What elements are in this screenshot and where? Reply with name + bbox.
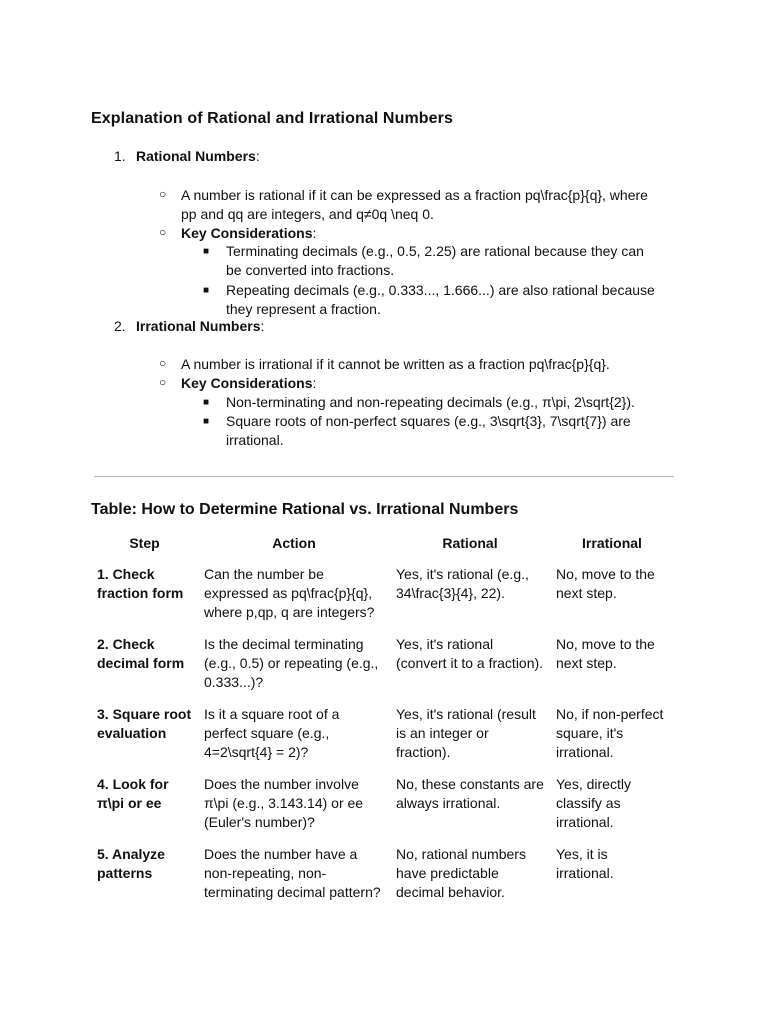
- circle-bullet-icon: ○: [159, 356, 167, 370]
- rational-sub-terminating: [203, 242, 663, 280]
- cell-irrational: No, move to the next step.: [556, 566, 655, 601]
- cell-action: Is the decimal terminating (e.g., 0.5) or repeating (e.g., 0.333...)?: [204, 636, 379, 690]
- rational-sub-repeating: [203, 281, 663, 319]
- list-number: 2.: [114, 318, 126, 334]
- sub-item-text: Non-terminating and non-repeating decimals (e.g., π\pi, 2\sqrt{2}).: [226, 394, 635, 410]
- header-rational: Rational: [442, 535, 498, 551]
- table-row: [91, 775, 674, 845]
- cell-action: Can the number be expressed as pq\frac{p}{q}, where p,qp, q are integers?: [204, 566, 375, 620]
- irrational-sub-nonrepeating: [203, 393, 663, 412]
- cell-step: 1. Check fraction form: [97, 566, 184, 601]
- table-row: [91, 565, 674, 635]
- sub-item-text: Repeating decimals (e.g., 0.333..., 1.666...) are also rational because they represent a fraction.: [226, 282, 655, 317]
- rational-definition-text: A number is rational if it can be expressed as a fraction pq\frac{p}{q}, where pp and qq are integers, and q≠0q \neq 0.: [181, 187, 648, 222]
- sub-item-text: Square roots of non-perfect squares (e.g., 3\sqrt{3}, 7\sqrt{7}) are irrational.: [226, 413, 631, 448]
- page-title: Explanation of Rational and Irrational Numbers: [91, 110, 453, 127]
- cell-action: Is it a square root of a perfect square (e.g., 4=2\sqrt{4} = 2)?: [204, 706, 340, 760]
- header-irrational: Irrational: [582, 535, 642, 551]
- sub-item-text: Terminating decimals (e.g., 0.5, 2.25) are rational because they can be converted into fractions.: [226, 243, 644, 278]
- section-divider: [94, 476, 674, 477]
- square-bullet-icon: ■: [203, 246, 210, 257]
- cell-irrational: Yes, it is irrational.: [556, 846, 614, 881]
- colon: :: [255, 148, 260, 164]
- colon: :: [312, 375, 317, 391]
- rational-key-considerations: [159, 224, 659, 243]
- circle-bullet-icon: ○: [159, 375, 167, 389]
- determination-table: [91, 534, 674, 915]
- cell-rational: No, these constants are always irrational.: [396, 776, 544, 811]
- table-header-row: [91, 534, 674, 565]
- irrational-key-considerations: [159, 374, 659, 393]
- cell-step: 3. Square root evaluation: [97, 706, 192, 741]
- irrational-heading: Irrational Numbers: [136, 318, 261, 334]
- colon: :: [260, 318, 265, 334]
- header-action: Action: [272, 535, 316, 551]
- cell-action: Does the number involve π\pi (e.g., 3.143.14) or ee (Euler's number)?: [204, 776, 364, 830]
- colon: :: [312, 225, 317, 241]
- list-number: 1.: [114, 148, 126, 164]
- list-item-irrational: [114, 317, 264, 336]
- key-label: Key Considerations: [181, 225, 313, 241]
- list-item-rational: [114, 147, 260, 166]
- rational-definition: [159, 186, 659, 224]
- table-row: [91, 635, 674, 705]
- cell-action: Does the number have a non-repeating, non-terminating decimal pattern?: [204, 846, 381, 900]
- rational-heading: Rational Numbers: [136, 148, 256, 164]
- header-step: Step: [129, 535, 160, 551]
- table-row: [91, 845, 674, 915]
- cell-rational: Yes, it's rational (e.g., 34\frac{3}{4}, 22).: [396, 566, 529, 601]
- cell-step: 2. Check decimal form: [97, 636, 185, 671]
- circle-bullet-icon: ○: [159, 187, 167, 201]
- irrational-sub-sqrt: [203, 412, 663, 450]
- square-bullet-icon: ■: [203, 397, 210, 408]
- cell-rational: Yes, it's rational (result is an integer or fraction).: [396, 706, 536, 760]
- cell-rational: Yes, it's rational (convert it to a fraction).: [396, 636, 544, 671]
- circle-bullet-icon: ○: [159, 225, 167, 239]
- cell-step: 5. Analyze patterns: [97, 846, 165, 881]
- table-row: [91, 705, 674, 775]
- cell-step: 4. Look for π\pi or ee: [97, 776, 169, 811]
- table-title: Table: How to Determine Rational vs. Irrational Numbers: [91, 501, 519, 518]
- cell-irrational: No, if non-perfect square, it's irrational.: [556, 706, 664, 760]
- square-bullet-icon: ■: [203, 285, 210, 296]
- key-label: Key Considerations: [181, 375, 313, 391]
- cell-rational: No, rational numbers have predictable decimal behavior.: [396, 846, 526, 900]
- cell-irrational: Yes, directly classify as irrational.: [556, 776, 631, 830]
- irrational-definition: [159, 355, 659, 374]
- irrational-definition-text: A number is irrational if it cannot be written as a fraction pq\frac{p}{q}.: [181, 356, 610, 372]
- cell-irrational: No, move to the next step.: [556, 636, 655, 671]
- square-bullet-icon: ■: [203, 416, 210, 427]
